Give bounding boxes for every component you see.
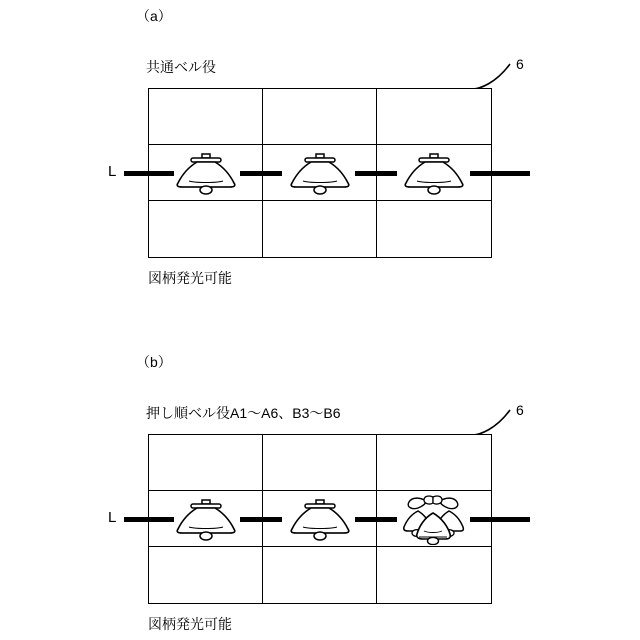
payline-segment — [355, 517, 397, 522]
reel-cell — [377, 89, 491, 145]
payline-segment — [240, 171, 282, 176]
panel-b-reference-leader-line — [470, 402, 516, 436]
reel-cell — [263, 435, 377, 491]
reel-cell — [263, 201, 377, 257]
panel-b-reference-number: 6 — [516, 402, 524, 418]
panel-a-label: （a） — [136, 8, 172, 24]
payline-segment — [470, 171, 530, 176]
reel-cell — [149, 201, 263, 257]
payline-segment — [124, 517, 174, 522]
panel-b-label: （b） — [136, 354, 172, 370]
payline-segment — [240, 517, 282, 522]
reel-cell — [263, 89, 377, 145]
figure-panel-b — [0, 348, 640, 640]
reel-cell — [377, 547, 491, 603]
panel-b-payline-label: L — [108, 509, 117, 526]
reel-cell — [149, 89, 263, 145]
panel-b-reel-grid — [148, 434, 492, 604]
panel-a-reference-number: 6 — [516, 56, 524, 72]
panel-a-reference-leader-line — [470, 56, 516, 90]
panel-a-bottom-caption: 図柄発光可能 — [148, 270, 232, 286]
panel-b-bottom-caption: 図柄発光可能 — [148, 616, 232, 632]
payline-segment — [124, 171, 174, 176]
panel-b-top-caption: 押し順ベル役A1〜A6、B3〜B6 — [146, 405, 341, 421]
reel-cell — [263, 547, 377, 603]
reel-cell — [377, 435, 491, 491]
payline-segment — [355, 171, 397, 176]
reel-cell — [149, 435, 263, 491]
panel-a-top-caption: 共通ベル役 — [146, 59, 216, 75]
panel-a-reel-grid — [148, 88, 492, 258]
panel-a-payline-label: L — [108, 163, 117, 180]
reel-cell — [377, 201, 491, 257]
payline-segment — [470, 517, 530, 522]
reel-cell — [149, 547, 263, 603]
